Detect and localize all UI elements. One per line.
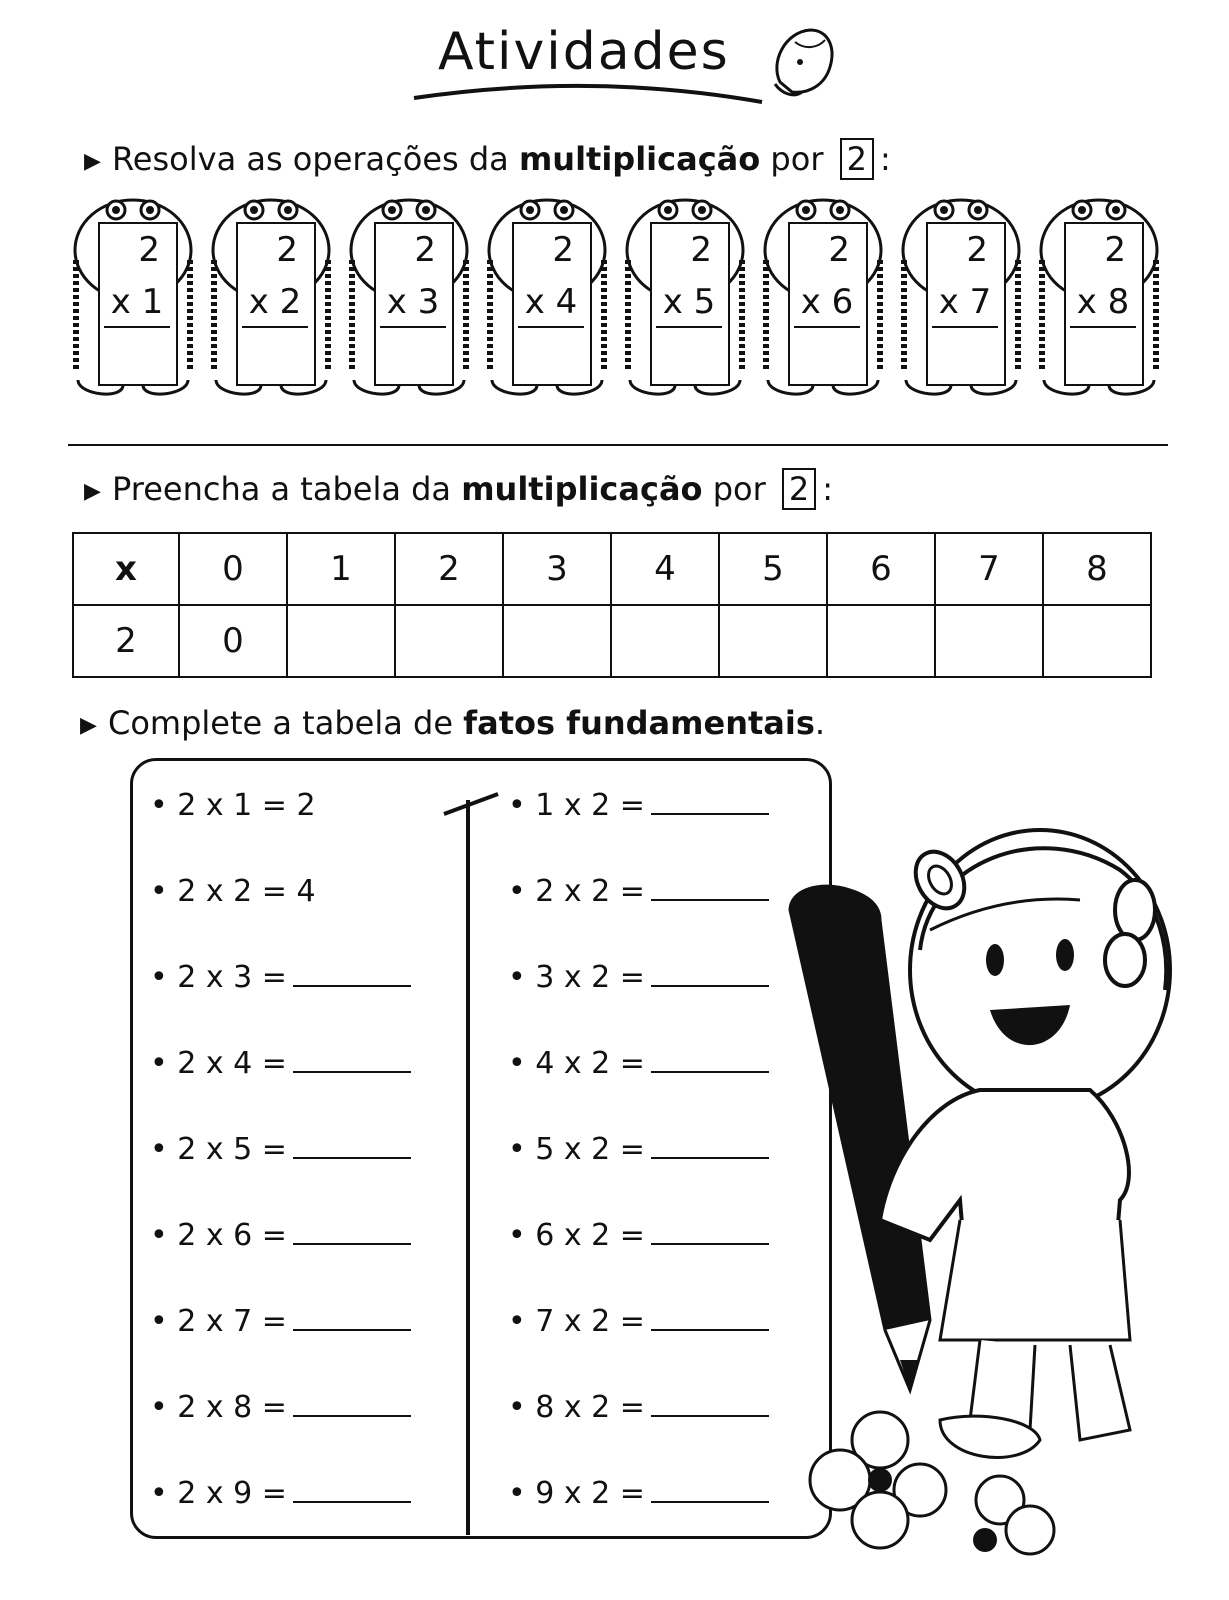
instruction-1: ▶ Resolva as operações da multiplicação por 2 :	[84, 140, 891, 178]
fact-left-4: • 2 x 4 =	[150, 1046, 411, 1081]
problem-top-number: 2	[414, 230, 436, 270]
problem-top-number: 2	[966, 230, 988, 270]
table-header-cell: 6	[827, 533, 935, 605]
fact-right-8: • 8 x 2 =	[508, 1390, 769, 1425]
answer-blank[interactable]	[293, 1305, 411, 1331]
robot-problem-5	[620, 190, 750, 410]
robot-problem-2	[206, 190, 336, 410]
problem-top-number: 2	[552, 230, 574, 270]
problem-card	[512, 222, 592, 386]
instruction-2: ▶ Preencha a tabela da multiplicação por 2 :	[84, 470, 834, 508]
problem-multiplier: x 2	[242, 282, 308, 328]
table-answer-cell[interactable]	[287, 605, 395, 677]
fact-right-6: • 6 x 2 =	[508, 1218, 769, 1253]
fact-right-7: • 7 x 2 =	[508, 1304, 769, 1339]
problem-card	[1064, 222, 1144, 386]
arrow-icon: ▶	[84, 148, 101, 174]
table-header-cell: 0	[179, 533, 287, 605]
robot-problem-4	[482, 190, 612, 410]
problem-multiplier: x 6	[794, 282, 860, 328]
problem-multiplier: x 7	[932, 282, 998, 328]
table-answer-cell[interactable]	[611, 605, 719, 677]
fact-right-5: • 5 x 2 =	[508, 1132, 769, 1167]
answer-blank[interactable]	[651, 1047, 769, 1073]
table-answer-cell[interactable]	[719, 605, 827, 677]
number-box: 2	[840, 138, 874, 180]
fact-left-8: • 2 x 8 =	[150, 1390, 411, 1425]
arrow-icon: ▶	[84, 478, 101, 504]
fact-right-3: • 3 x 2 =	[508, 960, 769, 995]
table-header-cell: 5	[719, 533, 827, 605]
table-row	[73, 605, 1151, 677]
fact-right-9: • 9 x 2 =	[508, 1476, 769, 1511]
problem-card	[98, 222, 178, 386]
problem-top-number: 2	[828, 230, 850, 270]
page-title: Atividades	[438, 22, 730, 82]
fact-right-4: • 4 x 2 =	[508, 1046, 769, 1081]
answer-blank[interactable]	[651, 1477, 769, 1503]
robot-problem-3	[344, 190, 474, 410]
answer-blank[interactable]	[651, 875, 769, 901]
table-answer-cell[interactable]	[827, 605, 935, 677]
table-answer-cell[interactable]	[935, 605, 1043, 677]
problem-multiplier: x 8	[1070, 282, 1136, 328]
answer-blank[interactable]	[651, 1391, 769, 1417]
answer-blank[interactable]	[651, 1219, 769, 1245]
robot-problem-6	[758, 190, 888, 410]
answer-blank[interactable]	[651, 961, 769, 987]
table-header-cell: 3	[503, 533, 611, 605]
table-header-row	[73, 533, 1151, 605]
problem-top-number: 2	[276, 230, 298, 270]
answer-blank[interactable]	[293, 1133, 411, 1159]
answer-blank[interactable]	[293, 1391, 411, 1417]
multiplication-table	[72, 532, 1152, 678]
fact-left-6: • 2 x 6 =	[150, 1218, 411, 1253]
column-divider-cap	[442, 790, 502, 820]
problem-card	[788, 222, 868, 386]
answer-blank[interactable]	[293, 1477, 411, 1503]
mascot-head-icon	[770, 22, 840, 102]
answer-blank[interactable]	[293, 961, 411, 987]
fact-left-2: • 2 x 2 = 4	[150, 874, 316, 909]
fact-left-3: • 2 x 3 =	[150, 960, 411, 995]
problem-card	[236, 222, 316, 386]
problem-top-number: 2	[1104, 230, 1126, 270]
fact-right-1: • 1 x 2 =	[508, 788, 769, 823]
table-header-operator: x	[73, 533, 179, 605]
fact-left-7: • 2 x 7 =	[150, 1304, 411, 1339]
instruction-3: ▶ Complete a tabela de fatos fundamentais.	[80, 704, 826, 742]
table-header-cell: 7	[935, 533, 1043, 605]
robot-problem-1	[68, 190, 198, 410]
robot-problem-8	[1034, 190, 1164, 410]
problem-multiplier: x 3	[380, 282, 446, 328]
table-header-cell: 1	[287, 533, 395, 605]
fact-left-5: • 2 x 5 =	[150, 1132, 411, 1167]
table-header-cell: 2	[395, 533, 503, 605]
problem-top-number: 2	[138, 230, 160, 270]
table-answer-cell[interactable]	[395, 605, 503, 677]
answer-blank[interactable]	[293, 1219, 411, 1245]
table-answer-cell[interactable]	[1043, 605, 1151, 677]
problem-top-number: 2	[690, 230, 712, 270]
table-answer-cell[interactable]	[503, 605, 611, 677]
girl-with-pencil-illustration	[780, 800, 1180, 1560]
table-answer-cell: 0	[179, 605, 287, 677]
column-divider	[466, 800, 470, 1535]
section-divider	[68, 444, 1168, 446]
table-header-cell: 8	[1043, 533, 1151, 605]
fact-left-9: • 2 x 9 =	[150, 1476, 411, 1511]
answer-blank[interactable]	[651, 789, 769, 815]
robot-problem-7	[896, 190, 1026, 410]
problem-card	[650, 222, 730, 386]
answer-blank[interactable]	[651, 1133, 769, 1159]
problem-multiplier: x 5	[656, 282, 722, 328]
problem-card	[926, 222, 1006, 386]
fact-left-1: • 2 x 1 = 2	[150, 788, 316, 823]
answer-blank[interactable]	[293, 1047, 411, 1073]
problem-multiplier: x 1	[104, 282, 170, 328]
answer-blank[interactable]	[651, 1305, 769, 1331]
problem-card	[374, 222, 454, 386]
arrow-icon: ▶	[80, 712, 97, 738]
problem-multiplier: x 4	[518, 282, 584, 328]
number-box: 2	[782, 468, 816, 510]
table-row-label: 2	[73, 605, 179, 677]
fact-right-2: • 2 x 2 =	[508, 874, 769, 909]
title-underline	[412, 70, 772, 110]
table-header-cell: 4	[611, 533, 719, 605]
